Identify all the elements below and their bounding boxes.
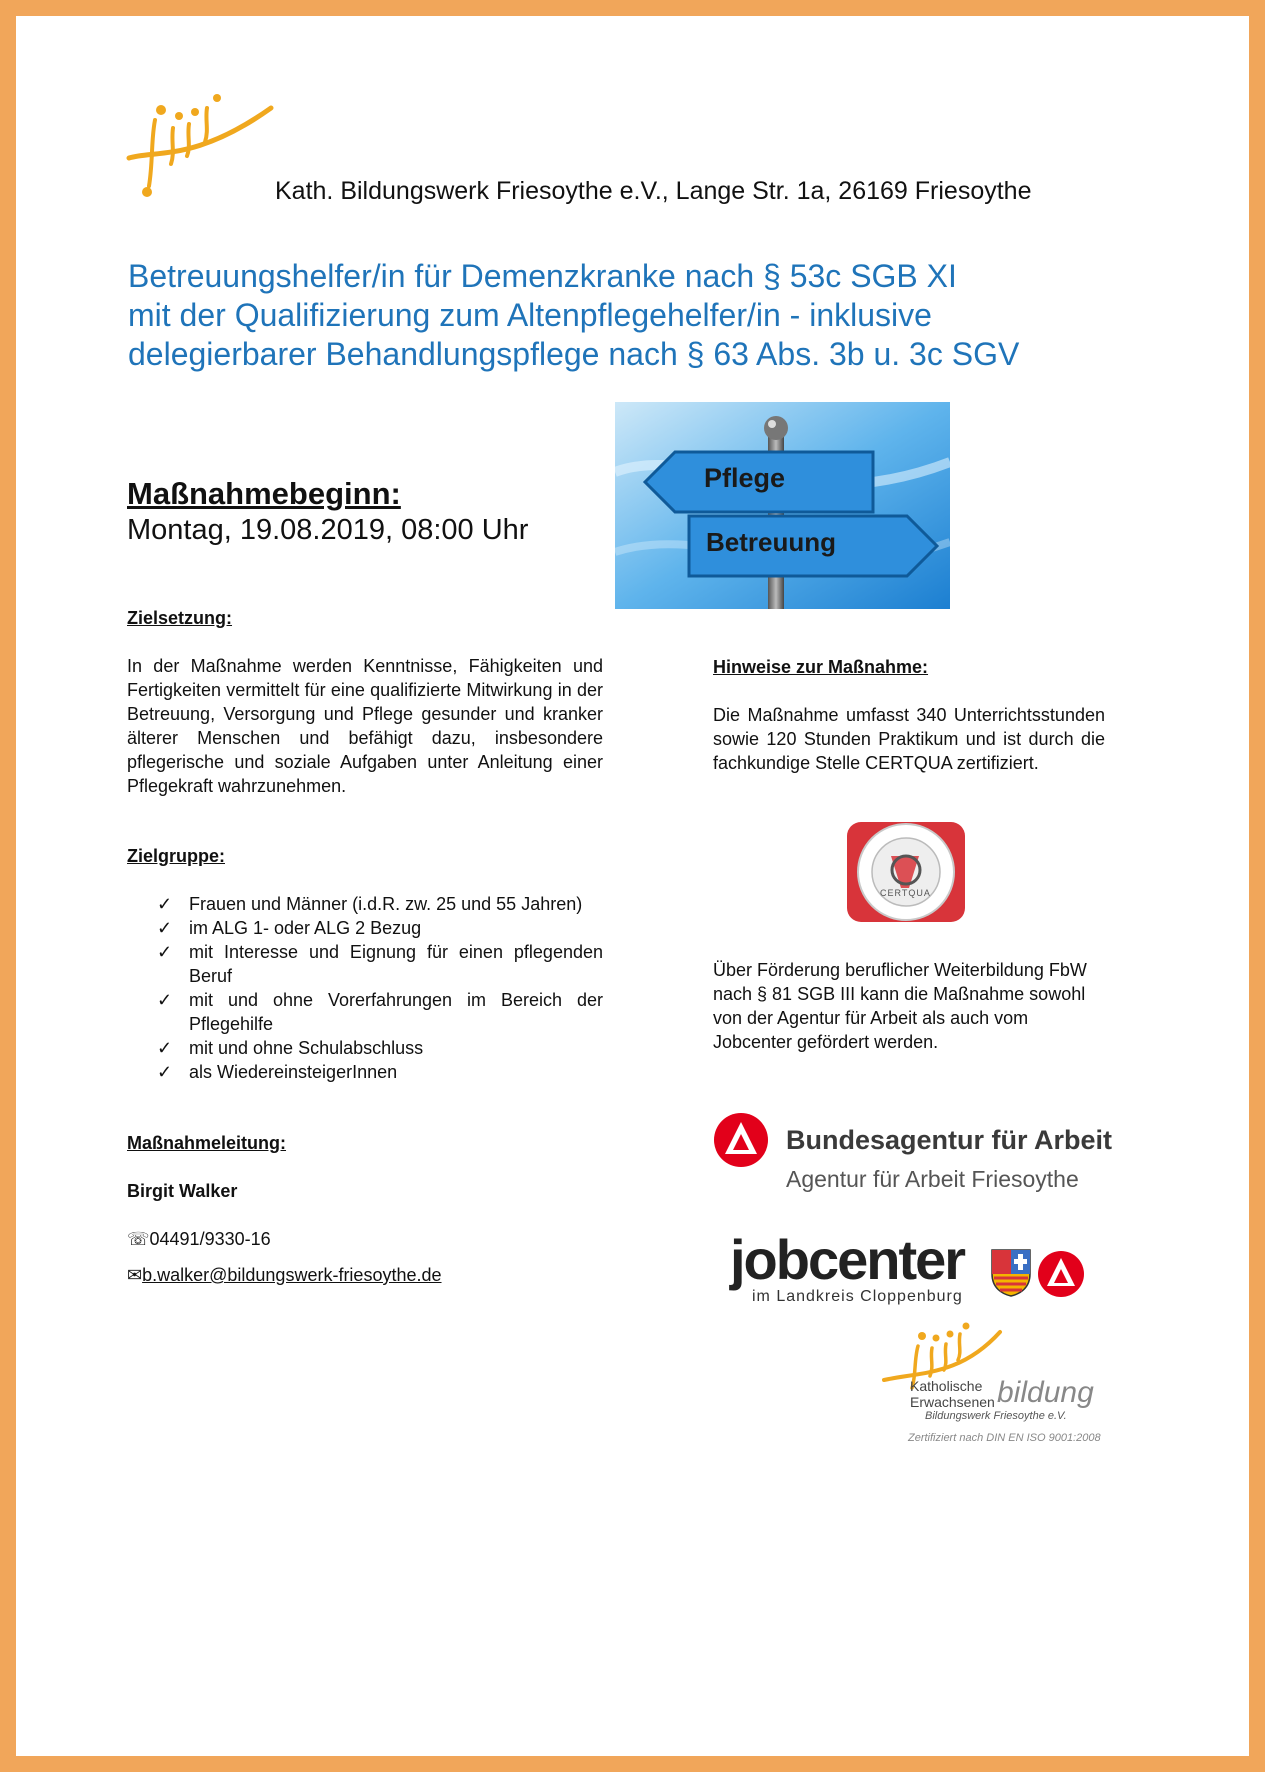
address-line: Kath. Bildungswerk Friesoythe e.V., Lange Str. 1a, 26169 Friesoythe (275, 177, 1032, 205)
check-icon: ✓ (157, 990, 173, 1010)
course-title-line: delegierbarer Behandlungspflege nach § 63 Abs. 3b u. 3c SGV (128, 336, 1020, 372)
check-icon: ✓ (157, 1038, 173, 1058)
phone-number[interactable]: 04491/9330-16 (149, 1229, 271, 1249)
zielgruppe-heading: Zielgruppe: (127, 846, 225, 866)
sign-label-pflege: Pflege (704, 463, 786, 493)
hinweise-section (713, 655, 1105, 775)
leitung-name: Birgit Walker (127, 1181, 238, 1201)
coat-of-arms-icon (990, 1248, 1032, 1298)
list-item: ✓ im ALG 1- oder ALG 2 Bezug (157, 918, 422, 938)
zielsetzung-heading: Zielsetzung: (127, 608, 233, 628)
zielgruppe-list (127, 892, 603, 1084)
sign-label-betreuung: Betreuung (706, 527, 836, 557)
keb-line-bildungswerk: Bildungswerk Friesoythe e.V. (925, 1410, 1067, 1422)
arbeitsagentur-a-icon (713, 1112, 769, 1168)
jobcenter-subtitle: im Landkreis Cloppenburg (752, 1288, 963, 1305)
list-item: ✓ als WiedereinsteigerInnen (157, 1062, 398, 1082)
arbeitsagentur-a-icon (1037, 1250, 1085, 1298)
check-icon: ✓ (157, 918, 173, 938)
list-item: ✓ mit und ohne Schulabschluss (157, 1038, 424, 1058)
hinweise-heading: Hinweise zur Maßnahme: (713, 657, 929, 677)
course-title (128, 257, 1158, 374)
course-title-line: Betreuungshelfer/in für Demenzkranke nach § 53c SGB XI (128, 258, 957, 294)
keb-logo-top (125, 90, 275, 200)
start-heading: Maßnahmebeginn: (127, 476, 401, 511)
email-line (127, 1263, 603, 1287)
zielsetzung-text: In der Maßnahme werden Kenntnisse, Fähigkeiten und Fertigkeiten vermittelt für eine qualifizierte Mitwirkung in der Betreuung, Versorgung und Pflege gesunder und kranker älterer Menschen und befähigt dazu, insbesondere pflegerische und soziale Aufgaben unter Anleitung einer Pflegekraft wahrzunehmen. (127, 656, 603, 796)
check-icon: ✓ (157, 942, 173, 962)
jobcenter-wordmark: jobcenter (730, 1228, 965, 1291)
start-date: Montag, 19.08.2019, 08:00 Uhr (127, 514, 529, 546)
check-icon: ✓ (157, 894, 173, 914)
phone-icon: ☏ (127, 1229, 150, 1249)
keb-line-katholische: Katholische (910, 1378, 983, 1394)
ba-title: Bundesagentur für Arbeit (786, 1125, 1113, 1155)
list-item: ✓ mit Interesse und Eignung für einen pflegenden Beruf (157, 942, 603, 986)
keb-bildung-word: bildung (997, 1376, 1094, 1409)
signpost-image (615, 402, 950, 609)
leitung-heading: Maßnahmeleitung: (127, 1133, 287, 1153)
zielsetzung-section (127, 606, 603, 798)
foerderung-text: Über Förderung beruflicher Weiterbildung FbW nach § 81 SGB III kann die Maßnahme sowohl von der Agentur für Arbeit als auch vom Jobcenter gefördert werden. (713, 960, 1087, 1052)
check-icon: ✓ (157, 1062, 173, 1082)
mail-icon: ✉ (127, 1265, 143, 1285)
keb-certification: Zertifiziert nach DIN EN ISO 9001:2008 (908, 1432, 1101, 1444)
certqua-badge (845, 818, 967, 926)
leitung-section (127, 1131, 603, 1287)
email-link[interactable]: b.walker@bildungswerk-friesoythe.de (142, 1265, 442, 1285)
keb-line-erwachsenen: Erwachsenen (910, 1394, 995, 1410)
list-item: ✓ mit und ohne Vorerfahrungen im Bereich der Pflegehilfe (157, 990, 603, 1034)
certqua-label: CERTQUA (880, 888, 931, 898)
zielgruppe-section (127, 844, 603, 1084)
ba-subtitle: Agentur für Arbeit Friesoythe (786, 1166, 1079, 1192)
hinweise-text: Die Maßnahme umfasst 340 Unterrichtsstunden sowie 120 Stunden Praktikum und ist durch die fachkundige Stelle CERTQUA zertifiziert. (713, 705, 1105, 773)
list-item: ✓ Frauen und Männer (i.d.R. zw. 25 und 55 Jahren) (157, 894, 583, 914)
phone-line (127, 1227, 603, 1251)
course-title-line: mit der Qualifizierung zum Altenpflegehelfer/in - inklusive (128, 297, 932, 333)
